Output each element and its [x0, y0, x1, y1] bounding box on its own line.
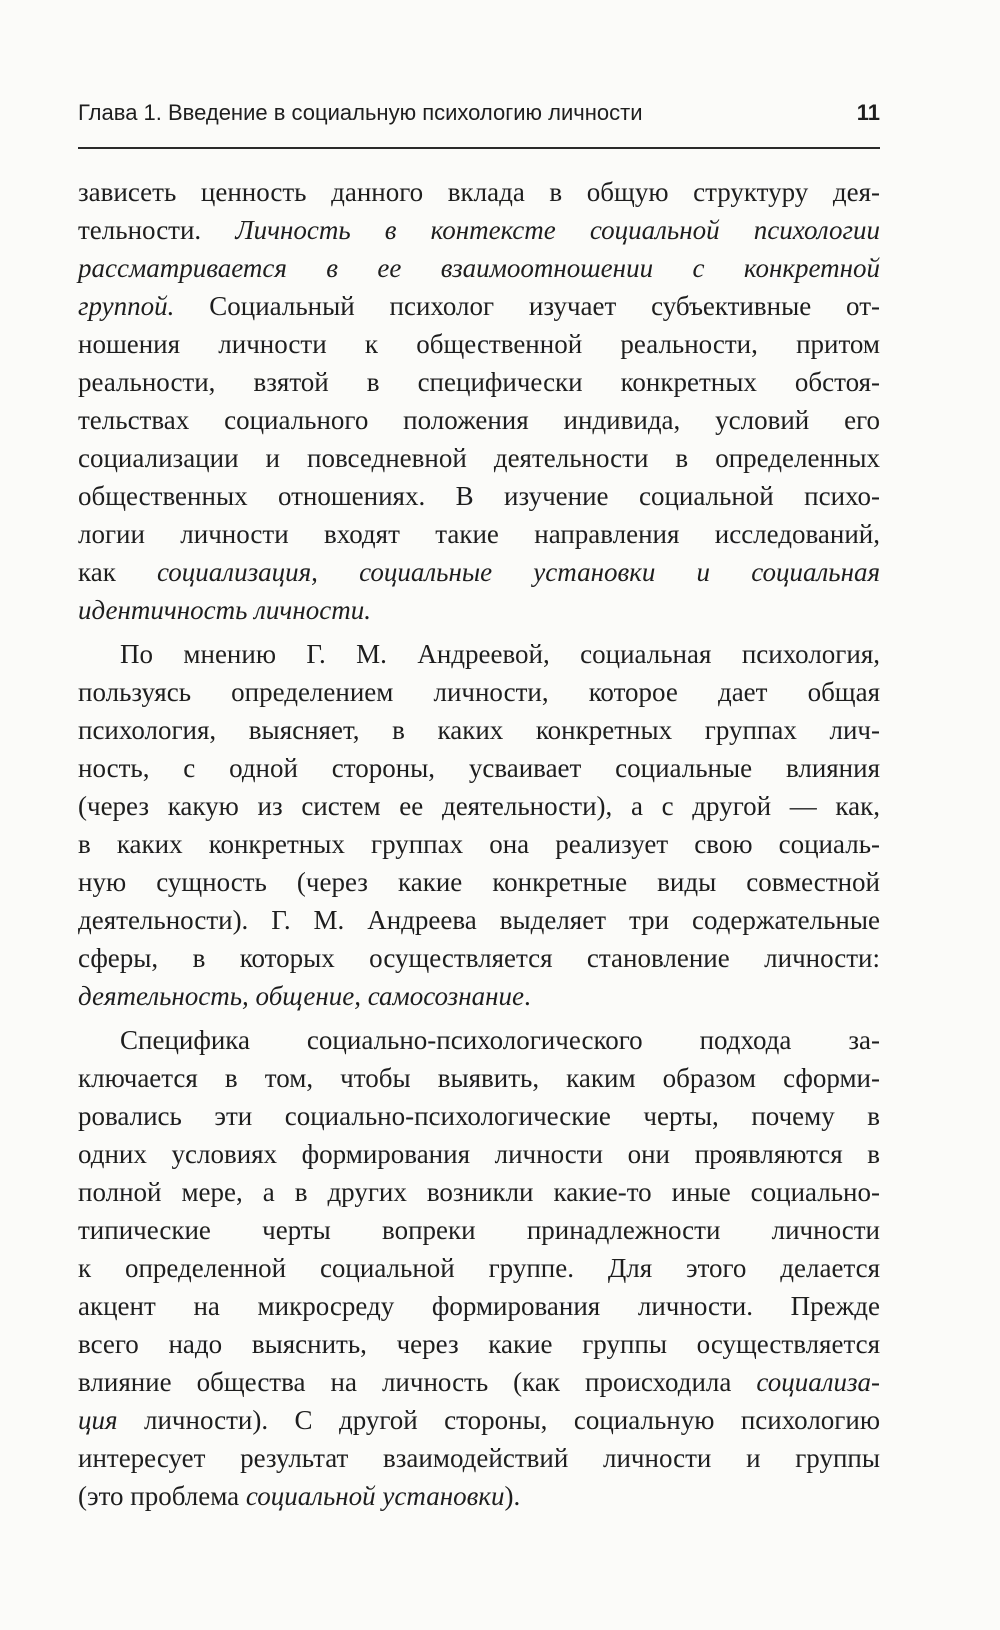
text-run: типические черты вопреки принадлежности личности [78, 1215, 880, 1245]
text-line [78, 863, 880, 901]
header-rule [78, 147, 880, 149]
italic-text: идентичность личности. [78, 595, 371, 625]
italic-text: социальной установки [245, 1481, 505, 1511]
text-run: По мнению Г. М. Андреевой, социальная психология, [120, 639, 880, 669]
text-line [78, 401, 880, 439]
text-run: (через какую из систем ее деятельности), а с другой — как, [78, 791, 880, 821]
text-line [78, 1097, 880, 1135]
text-line [78, 1211, 880, 1249]
text-line [78, 977, 880, 1015]
text-run: социализации и повседневной деятельности в определенных [78, 443, 880, 473]
text-run: тельствах социального положения индивида, условий его [78, 405, 880, 435]
text-run: общественных отношениях. В изучение социальной психо- [78, 481, 880, 511]
body-text [78, 173, 880, 1515]
text-run: интересует результат взаимодействий личности и группы [78, 1443, 880, 1473]
text-run: как [78, 557, 157, 587]
text-run: зависеть ценность данного вклада в общую структуру дея- [78, 177, 880, 207]
text-line [78, 1249, 880, 1287]
text-line [78, 901, 880, 939]
text-line [78, 1021, 880, 1059]
italic-text: социализа- [756, 1367, 880, 1397]
text-line [78, 787, 880, 825]
text-line [78, 439, 880, 477]
text-run: . [523, 981, 531, 1011]
text-line [78, 591, 880, 629]
text-run: личности). С другой стороны, социальную психологию [117, 1405, 880, 1435]
text-line [78, 635, 880, 673]
text-line [78, 1173, 880, 1211]
text-run: полной мере, а в других возникли какие-то иные социально- [78, 1177, 880, 1207]
text-line [78, 363, 880, 401]
text-line [78, 553, 880, 591]
text-run: Специфика социально-психологического подхода за- [120, 1025, 880, 1055]
running-title: Глава 1. Введение в социальную психологию личности [78, 100, 643, 125]
text-line [78, 287, 880, 325]
text-line [78, 1287, 880, 1325]
italic-text: группой. [78, 291, 175, 321]
italic-text: деятельность, общение, самосознание [78, 981, 524, 1011]
paragraph [78, 635, 880, 1015]
text-run: пользуясь определением личности, которое дает общая [78, 677, 880, 707]
text-run: ). [504, 1481, 521, 1511]
text-line [78, 673, 880, 711]
text-run: одних условиях формирования личности они проявляются в [78, 1139, 880, 1169]
text-line [78, 1135, 880, 1173]
text-run: ровались эти социально-психологические черты, почему в [78, 1101, 880, 1131]
text-run: деятельности). Г. М. Андреева выделяет три содержательные [78, 905, 880, 935]
text-line [78, 325, 880, 363]
text-run: сферы, в которых осуществляется становление личности: [78, 943, 880, 973]
text-run: логии личности входят такие направления исследований, [78, 519, 880, 549]
text-line [78, 939, 880, 977]
text-run: акцент на микросреду формирования личности. Прежде [78, 1291, 880, 1321]
text-line [78, 1401, 880, 1439]
text-run: в каких конкретных группах она реализует свою социаль- [78, 829, 880, 859]
text-run: всего надо выяснить, через какие группы осуществляется [78, 1329, 880, 1359]
text-line [78, 1325, 880, 1363]
text-line [78, 825, 880, 863]
page-number: 11 [856, 100, 880, 125]
running-header [78, 100, 880, 126]
italic-text: социализация, социальные установки и социальная [157, 557, 881, 587]
text-line [78, 711, 880, 749]
text-line [78, 515, 880, 553]
text-run: ношения личности к общественной реальности, притом [78, 329, 880, 359]
text-line [78, 749, 880, 787]
text-line [78, 1439, 880, 1477]
italic-text: Личность в контексте социальной психологии [235, 215, 880, 245]
text-run: ную сущность (через какие конкретные виды совместной [78, 867, 880, 897]
text-run: к определенной социальной группе. Для этого делается [78, 1253, 880, 1283]
text-run: психология, выясняет, в каких конкретных группах лич- [78, 715, 880, 745]
text-run: тельности. [78, 215, 236, 245]
text-run: Социальный психолог изучает субъективные от- [174, 291, 880, 321]
text-line [78, 1363, 880, 1401]
text-run: ключается в том, чтобы выявить, каким образом сформи- [78, 1063, 880, 1093]
paragraph [78, 173, 880, 629]
text-line [78, 249, 880, 287]
text-line [78, 211, 880, 249]
text-run: (это проблема [78, 1481, 246, 1511]
text-line [78, 1477, 880, 1515]
italic-text: рассматривается в ее взаимоотношении с конкретной [78, 253, 880, 283]
text-run: реальности, взятой в специфически конкретных обстоя- [78, 367, 880, 397]
text-line [78, 173, 880, 211]
italic-text: ция [78, 1405, 118, 1435]
paragraph [78, 1021, 880, 1515]
text-line [78, 1059, 880, 1097]
text-line [78, 477, 880, 515]
text-run: ность, с одной стороны, усваивает социальные влияния [78, 753, 880, 783]
text-run: влияние общества на личность (как происходила [78, 1367, 757, 1397]
